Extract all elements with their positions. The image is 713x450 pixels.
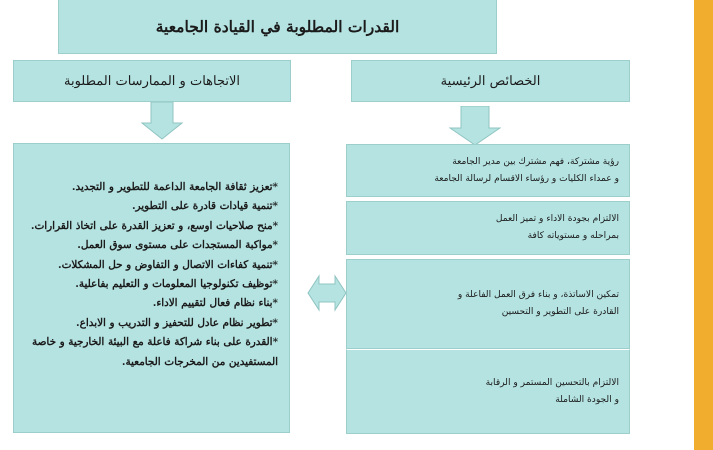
characteristics-header-text: الخصائص الرئيسية	[440, 73, 541, 89]
list-item: *القدرة على بناء شراكة فاعلة مع البيئة الخارجية و خاصة المستفيدين من المخرجات الجامعية.	[32, 336, 278, 368]
characteristic-line: الالتزام بجودة الاداء و تميز العمل	[495, 214, 619, 224]
characteristic-box	[346, 144, 630, 197]
characteristic-line: و عمداء الكليات و رؤساء الاقسام لرسالة الجامعة	[434, 173, 619, 184]
diagram-title-text: القدرات المطلوبة في القيادة الجامعية	[155, 17, 400, 36]
list-item: *تعزيز ثقافة الجامعة الداعمة للتطوير و التجديد.	[71, 181, 278, 193]
list-item: *تنمية قيادات قادرة على التطوير.	[131, 200, 278, 213]
characteristic-line: و الجودة الشاملة	[555, 394, 619, 405]
characteristic-line: تمكين الاساتذة، و بناء فرق العمل الفاعلة و	[457, 290, 619, 300]
down-arrow-icon	[141, 102, 183, 140]
practices-list	[13, 143, 290, 433]
list-item: *منح صلاحيات اوسع، و تعزيز القدرة على اتخاذ القرارات.	[30, 219, 278, 232]
diagram-title	[58, 0, 497, 54]
characteristic-line: رؤية مشتركة، فهم مشترك بين مدير الجامعة	[452, 156, 619, 167]
accent-sidebar	[694, 0, 713, 450]
list-item: *توظيف تكنولوجيا المعلومات و التعليم بفاعلية.	[75, 278, 278, 291]
list-item: *تطوير نظام عادل للتحفيز و التدريب و الابداع.	[76, 316, 278, 329]
characteristic-box	[346, 259, 630, 349]
characteristics-header	[351, 60, 630, 102]
practices-header-text: الاتجاهات و الممارسات المطلوبة	[63, 73, 241, 89]
characteristic-box	[346, 201, 630, 255]
characteristic-line: بمراحله و مستوياته كافة	[527, 231, 619, 241]
practices-header	[13, 60, 291, 102]
characteristic-line: القادرة على التطوير و التحسين	[501, 307, 619, 317]
down-arrow-icon	[449, 106, 501, 146]
list-item: *تنمية كفاءات الاتصال و التفاوض و حل المشكلات.	[57, 258, 278, 271]
list-item: *مواكبة المستجدات على مستوى سوق العمل.	[77, 239, 278, 252]
double-arrow-icon	[307, 273, 347, 313]
characteristic-box	[346, 349, 630, 434]
characteristic-line: الالتزام بالتحسين المستمر و الرقابة	[485, 377, 619, 388]
list-item: *بناء نظام فعال لتقييم الاداء.	[152, 297, 278, 310]
